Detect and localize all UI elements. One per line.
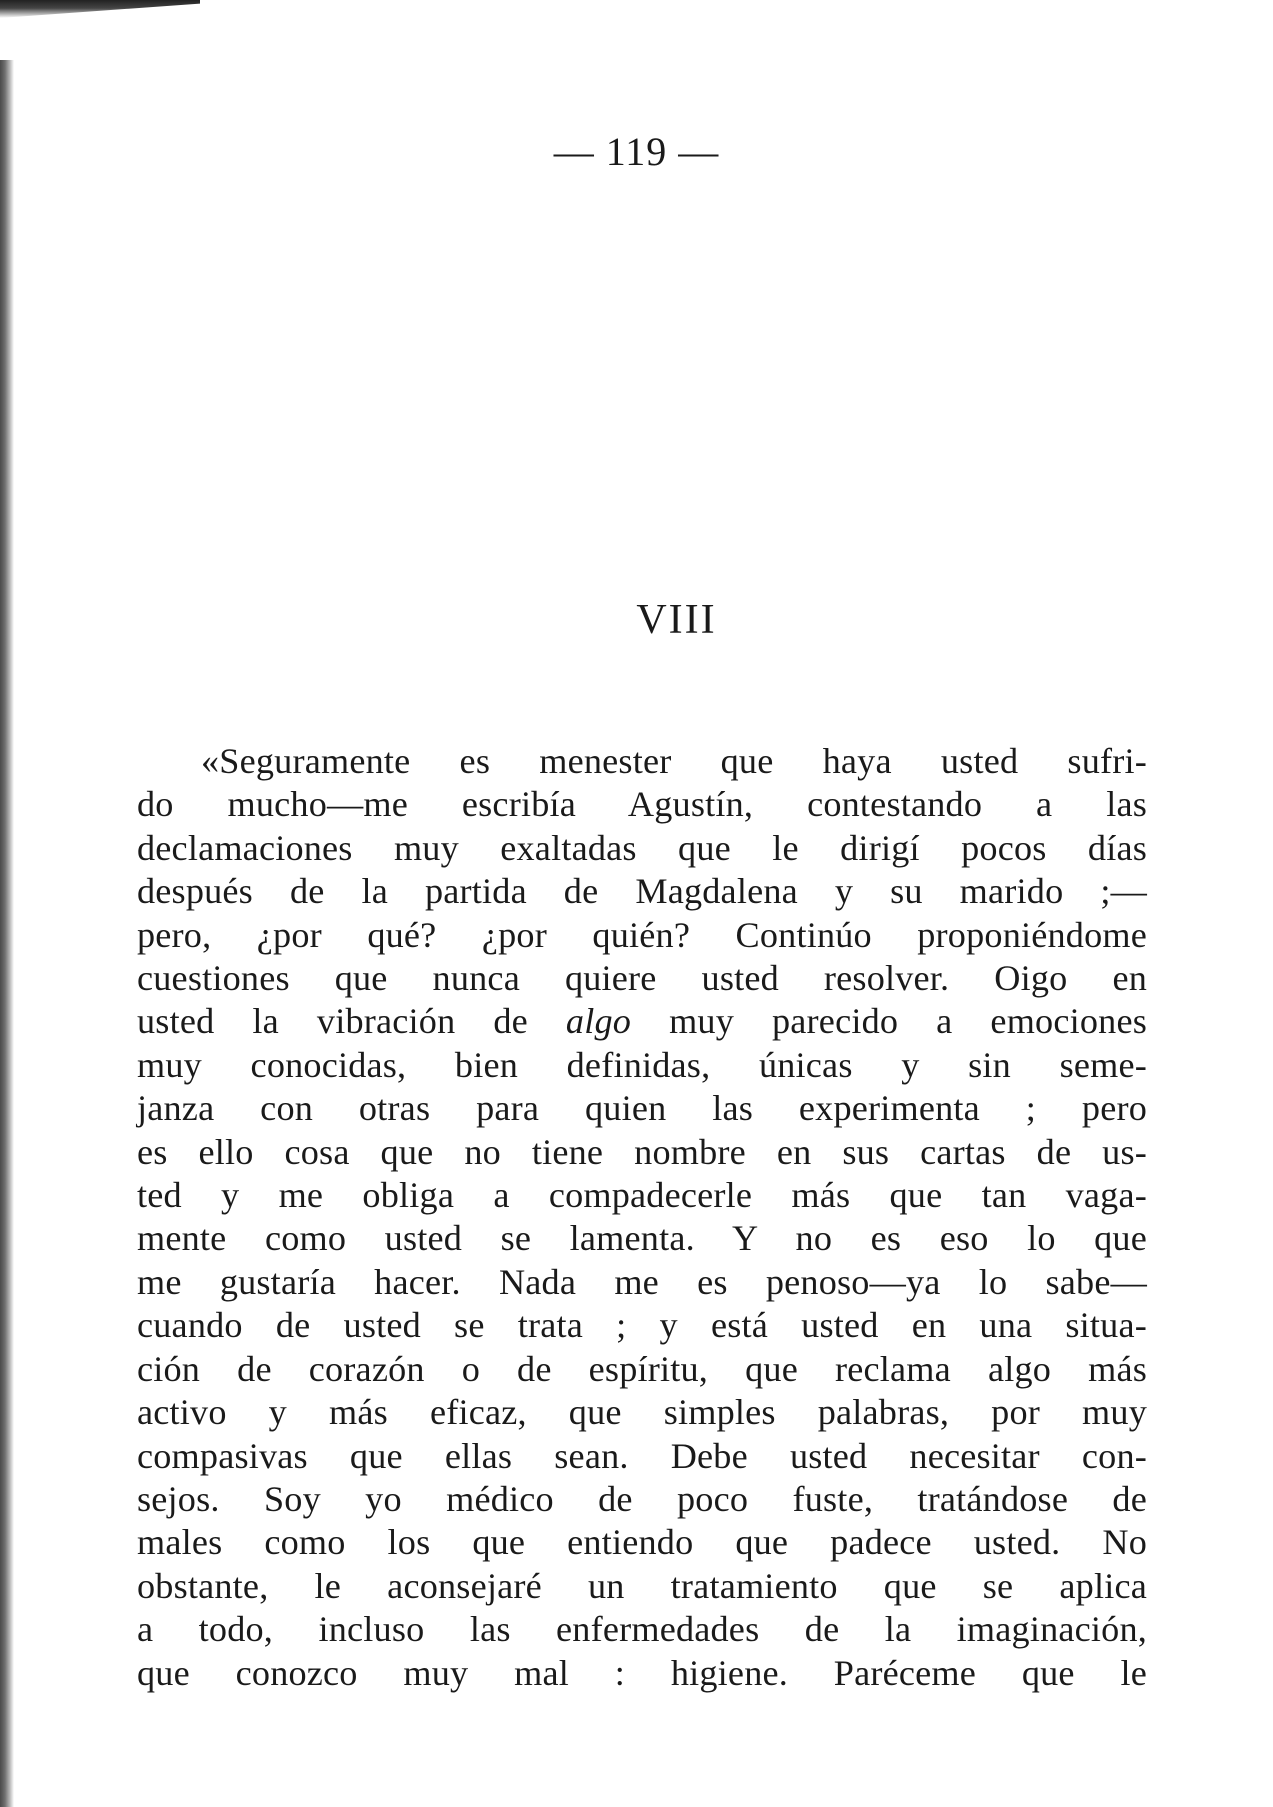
text-line: que conozco muy mal : higiene. Paréceme que le [137,1652,1147,1693]
text-line: activo y más eficaz, que simples palabras, por muy [137,1392,1147,1433]
chapter-heading: VIII [636,597,717,643]
text-line: después de la partida de Magdalena y su marido ;— [137,871,1147,912]
text-line: sejos. Soy yo médico de poco fuste, tratándose de [137,1478,1147,1519]
text-line: pero, ¿por qué? ¿por quién? Continúo proponiéndome [137,914,1147,955]
body-paragraph [137,740,1147,1695]
text-line: usted la vibración de algo muy parecido a emociones [137,1001,1147,1042]
emphasized-word: algo [565,1001,632,1042]
page-number: — 119 — [553,129,720,174]
text-line: «Seguramente es menester que haya usted sufri- [201,741,1147,781]
text-line: mente como usted se lamenta. Y no es eso lo que [137,1218,1147,1259]
text-line: males como los que entiendo que padece usted. No [137,1522,1147,1563]
text-line: ted y me obliga a compadecerle más que tan vaga- [137,1175,1147,1216]
scan-corner-mark [0,0,200,18]
text-line: janza con otras para quien las experimenta ; pero [137,1088,1147,1129]
text-line: me gustaría hacer. Nada me es penoso—ya lo sabe— [137,1261,1147,1302]
text-line: cuando de usted se trata ; y está usted en una situa- [137,1305,1147,1346]
text-line: muy conocidas, bien definidas, únicas y sin seme- [137,1044,1147,1085]
text-line: compasivas que ellas sean. Debe usted necesitar con- [137,1435,1147,1476]
text-line: ción de corazón o de espíritu, que reclama algo más [137,1348,1147,1389]
scan-gutter-shadow [0,60,14,1807]
text-line: a todo, incluso las enfermedades de la imaginación, [137,1609,1147,1650]
text-line: es ello cosa que no tiene nombre en sus cartas de us- [137,1131,1147,1172]
text-line: do mucho—me escribía Agustín, contestando a las [137,784,1147,825]
text-line: declamaciones muy exaltadas que le dirigí pocos días [137,827,1147,868]
text-line: cuestiones que nunca quiere usted resolver. Oigo en [137,958,1147,999]
text-line: obstante, le aconsejaré un tratamiento que se aplica [137,1565,1147,1606]
